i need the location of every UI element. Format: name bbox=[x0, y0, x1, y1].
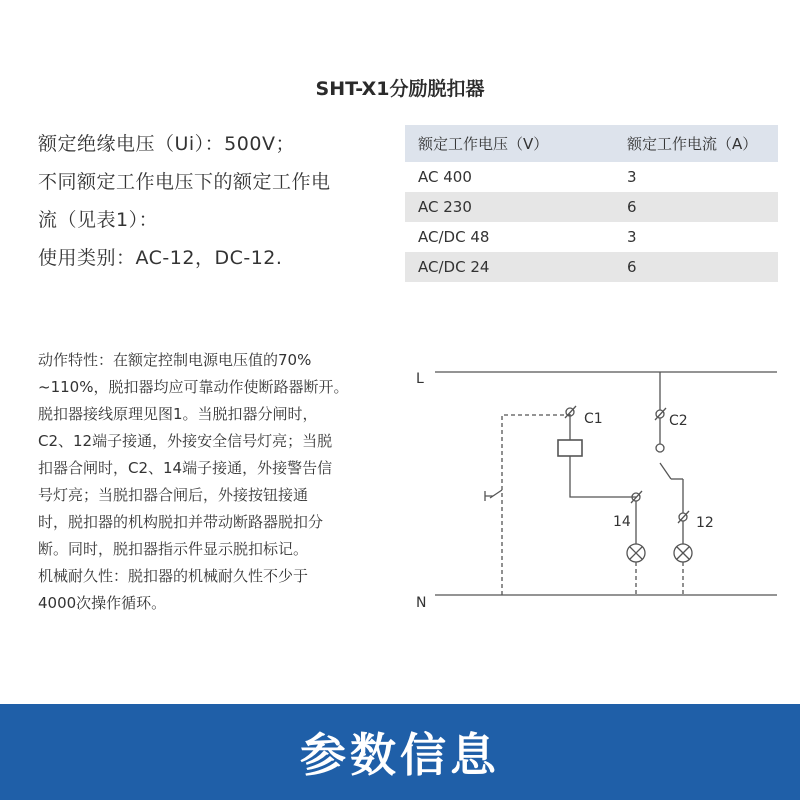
lamp-14-icon bbox=[627, 544, 645, 562]
description-line: 号灯亮；当脱扣器合闸后，外接按钮接通 bbox=[38, 486, 309, 504]
description-line: 动作特性：在额定控制电源电压值的70% bbox=[38, 351, 312, 369]
lamp-12-icon bbox=[674, 544, 692, 562]
product-title: SHT-X1分励脱扣器 bbox=[315, 78, 485, 100]
n-label: N bbox=[416, 595, 427, 611]
header-voltage: 额定工作电压（V） bbox=[405, 125, 614, 162]
rated-current-table bbox=[405, 125, 778, 282]
spec-line: 额定绝缘电压（Ui）：500V； bbox=[38, 133, 295, 155]
cell-current: 3 bbox=[627, 228, 637, 246]
push-button-icon bbox=[485, 490, 502, 501]
table-header-row bbox=[405, 125, 778, 162]
table-row bbox=[405, 222, 778, 252]
parameter-banner bbox=[0, 704, 800, 800]
spec-line: 不同额定工作电压下的额定工作电 bbox=[38, 171, 331, 193]
cell-voltage: AC 400 bbox=[418, 168, 472, 186]
spec-block bbox=[38, 125, 388, 277]
cell-voltage: AC 230 bbox=[405, 192, 614, 222]
l-label: L bbox=[416, 371, 424, 387]
description-line: 机械耐久性：脱扣器的机械耐久性不少于 bbox=[38, 567, 309, 585]
table-row bbox=[405, 162, 778, 192]
description-line: 时，脱扣器的机构脱扣并带动断路器脱扣分 bbox=[38, 513, 324, 531]
spec-line: 使用类别：AC-12，DC-12. bbox=[38, 247, 283, 269]
table-row bbox=[405, 252, 778, 282]
description-line: 脱扣器接线原理见图1。当脱扣器分闸时， bbox=[38, 405, 318, 423]
t14-label: 14 bbox=[613, 514, 631, 530]
table-row bbox=[405, 192, 778, 222]
description-block bbox=[38, 347, 383, 617]
cell-current: 3 bbox=[627, 168, 637, 186]
c1-label: C1 bbox=[584, 411, 603, 427]
coil-icon bbox=[558, 440, 582, 456]
banner-title: 参数信息 bbox=[300, 728, 500, 782]
header-current: 额定工作电流（A） bbox=[614, 125, 778, 162]
cell-voltage: AC/DC 48 bbox=[418, 228, 490, 246]
coil-to-14 bbox=[570, 456, 636, 497]
t12-label: 12 bbox=[696, 515, 714, 531]
switch-blade bbox=[660, 463, 671, 479]
wiring-diagram bbox=[405, 355, 800, 615]
description-line: 4000次操作循环。 bbox=[38, 594, 167, 612]
description-line: 断。同时，脱扣器指示件显示脱扣标记。 bbox=[38, 540, 309, 558]
description-line: C2、12端子接通，外接安全信号灯亮；当脱 bbox=[38, 432, 333, 450]
cell-current: 6 bbox=[614, 192, 778, 222]
cell-current: 6 bbox=[614, 252, 778, 282]
c2-label: C2 bbox=[669, 413, 688, 429]
cell-voltage: AC/DC 24 bbox=[405, 252, 614, 282]
contact-pivot bbox=[656, 444, 664, 452]
description-line: ~110%，脱扣器均应可靠动作使断路器断开。 bbox=[38, 378, 349, 396]
description-line: 扣器合闸时，C2、14端子接通，外接警告信 bbox=[38, 459, 333, 477]
spec-line: 流（见表1）： bbox=[38, 209, 159, 231]
